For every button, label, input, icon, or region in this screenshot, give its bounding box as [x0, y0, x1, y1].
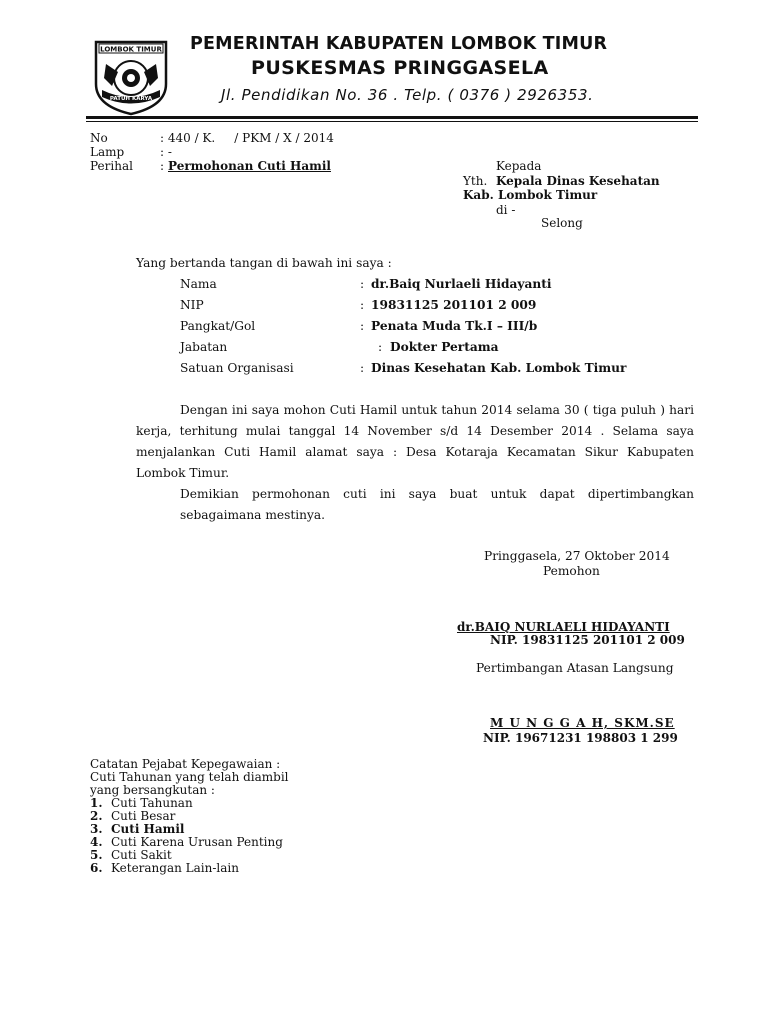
- identity-colon: :: [360, 277, 365, 291]
- identity-colon: :: [360, 361, 365, 375]
- identity-label-jabatan: Jabatan: [180, 340, 228, 354]
- identity-value-satuan: Dinas Kesehatan Kab. Lombok Timur: [371, 361, 627, 375]
- logo-text-top: LOMBOK TIMUR: [100, 45, 162, 54]
- notes-item-number: 5.: [90, 848, 103, 862]
- header-address: Jl. Pendidikan No. 36 . Telp. ( 0376 ) 2926353.: [221, 86, 594, 104]
- notes-item-number: 6.: [90, 861, 103, 875]
- header-rule-thin: [86, 121, 698, 122]
- address-line2: Kab. Lombok Timur: [463, 188, 598, 202]
- notes-item-text: Cuti Tahunan: [111, 796, 193, 810]
- identity-value-jabatan: Dokter Pertama: [390, 340, 499, 354]
- notes-item-number: 2.: [90, 809, 103, 823]
- signature-approval-title: Pertimbangan Atasan Langsung: [476, 661, 674, 675]
- notes-title: Catatan Pejabat Kepegawaian :: [90, 757, 281, 771]
- meta-no-label: No: [90, 131, 108, 145]
- identity-label-satuan: Satuan Organisasi: [180, 361, 294, 375]
- address-yth: Yth.: [463, 174, 488, 188]
- address-line1: Kepala Dinas Kesehatan: [496, 174, 660, 188]
- signature-superior-nip: NIP. 19671231 198803 1 299: [483, 731, 678, 745]
- paragraph-request-text: Dengan ini saya mohon Cuti Hamil untuk tahun 2014 selama 30 ( tiga puluh ) hari kerja, terhitung mulai tanggal 14 November s/d 14 Desember 2014 . Selama saya menjalankan Cuti Hamil alamat saya : Desa Kotaraja Kecamatan Sikur Kabupaten Lombok Timur.: [136, 403, 694, 480]
- intro-text: Yang bertanda tangan di bawah ini saya :: [136, 256, 392, 270]
- notes-item-text-highlighted: Cuti Hamil: [111, 822, 185, 836]
- notes-line3: yang bersangkutan :: [90, 783, 215, 797]
- identity-colon: :: [378, 340, 383, 354]
- identity-value-nip: 19831125 201101 2 009: [371, 298, 537, 312]
- identity-label-nama: Nama: [180, 277, 217, 291]
- regency-emblem-logo: [90, 34, 172, 116]
- signature-superior-name: M U N G G A H, SKM.SE: [490, 716, 675, 730]
- identity-value-pangkat: Penata Muda Tk.I – III/b: [371, 319, 538, 333]
- header-government-title: PEMERINTAH KABUPATEN LOMBOK TIMUR: [190, 34, 608, 54]
- meta-no-value: : 440 / K. / PKM / X / 2014: [160, 131, 334, 145]
- identity-label-pangkat: Pangkat/Gol: [180, 319, 256, 333]
- address-di: di -: [496, 203, 516, 217]
- signature-applicant-name: dr.BAIQ NURLAELI HIDAYANTI: [457, 620, 670, 634]
- identity-colon: :: [360, 298, 365, 312]
- notes-item-text: Keterangan Lain-lain: [111, 861, 239, 875]
- notes-item-number: 4.: [90, 835, 103, 849]
- notes-item-number: 3.: [90, 822, 103, 836]
- meta-lamp-value: : -: [160, 145, 172, 159]
- meta-perihal-colon: :: [160, 159, 165, 173]
- header-institution-title: PUSKESMAS PRINGGASELA: [251, 57, 549, 79]
- address-city: Selong: [541, 216, 583, 230]
- signature-applicant-nip: NIP. 19831125 201101 2 009: [490, 633, 685, 647]
- paragraph-closing: [180, 484, 694, 526]
- address-kepada: Kepada: [496, 159, 542, 173]
- signature-place-date: Pringgasela, 27 Oktober 2014: [484, 549, 670, 563]
- identity-colon: :: [360, 319, 365, 333]
- identity-value-nama: dr.Baiq Nurlaeli Hidayanti: [371, 277, 552, 291]
- notes-item-text: Cuti Sakit: [111, 848, 172, 862]
- signature-role: Pemohon: [543, 564, 600, 578]
- logo-text-bottom: PATUH KARYA: [109, 96, 153, 102]
- meta-perihal-value: Permohonan Cuti Hamil: [168, 159, 331, 173]
- meta-lamp-label: Lamp: [90, 145, 125, 159]
- header-rule-thick: [86, 116, 698, 119]
- paragraph-closing-text: Demikian permohonan cuti ini saya buat untuk dapat dipertimbangkan sebagaimana mestinya.: [180, 487, 694, 522]
- notes-item-number: 1.: [90, 796, 103, 810]
- notes-item-text: Cuti Karena Urusan Penting: [111, 835, 283, 849]
- identity-label-nip: NIP: [180, 298, 204, 312]
- paragraph-request: [136, 400, 694, 484]
- notes-line2: Cuti Tahunan yang telah diambil: [90, 770, 289, 784]
- notes-item-text: Cuti Besar: [111, 809, 176, 823]
- meta-perihal-label: Perihal: [90, 159, 133, 173]
